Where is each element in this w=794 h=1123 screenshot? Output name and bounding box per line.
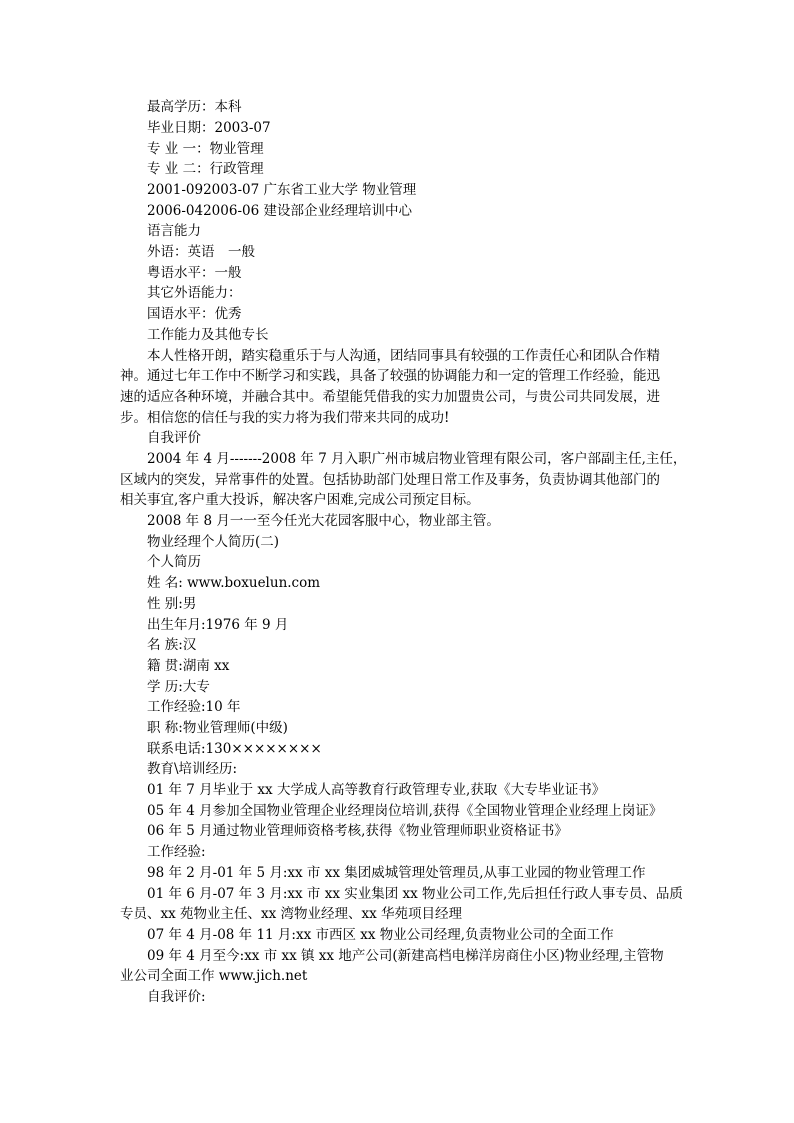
experience-field: 工作经验:10 年 xyxy=(147,699,241,715)
name-field: 姓 名: www.boxuelun.com xyxy=(147,575,321,591)
section-heading-work: 工作经验: xyxy=(147,844,206,860)
paragraph-line: 本人性格开朗，踏实稳重乐于与人沟通，团结同事具有较强的工作责任心和团队合作精 xyxy=(147,348,660,364)
paragraph-line: 2008 年 8 月一一至今任光大花园客服中心，物业部主管。 xyxy=(147,513,500,529)
list-item: 业公司全面工作 www.jich.net xyxy=(120,968,308,984)
phone-field: 联系电话:130×××××××× xyxy=(147,741,322,757)
list-item: 01 年 6 月-07 年 3 月:xx 市 xx 实业集团 xx 物业公司工作,先后担任行政人事专员、品质 xyxy=(147,886,683,902)
section-heading-language: 语言能力 xyxy=(147,223,201,239)
title-field: 职 称:物业管理师(中级) xyxy=(147,720,288,736)
education-entry-1: 2001-092003-07 广东省工业大学 物业管理 xyxy=(147,182,417,198)
list-item: 09 年 4 月至今:xx 市 xx 镇 xx 地产公司(新建高档电梯洋房商住小区)物业经理,主管物 xyxy=(147,948,664,964)
other-language: 其它外语能力： xyxy=(147,285,242,301)
paragraph-line: 速的适应各种环境，并融合其中。希望能凭借我的实力加盟贵公司，与贵公司共同发展，进 xyxy=(120,389,660,405)
list-item: 专员、xx 苑物业主任、xx 湾物业经理、xx 华苑项目经理 xyxy=(120,906,463,922)
major-one: 专 业 一：物业管理 xyxy=(147,141,264,157)
list-item: 07 年 4 月-08 年 11 月:xx 市西区 xx 物业公司经理,负责物业公司的全面工作 xyxy=(147,927,614,943)
section-heading-self-evaluation: 自我评价 xyxy=(147,430,201,446)
paragraph-line: 区域内的突发，异常事件的处置。包括协助部门处理日常工作及事务，负责协调其他部门的 xyxy=(120,472,660,488)
list-item: 01 年 7 月毕业于 xx 大学成人高等教育行政管理专业,获取《大专毕业证书》 xyxy=(147,782,606,798)
foreign-language: 外语：英语 一般 xyxy=(147,244,255,260)
list-item: 98 年 2 月-01 年 5 月:xx 市 xx 集团威城管理处管理员,从事工业园的物业管理工作 xyxy=(147,865,646,881)
cantonese-level: 粤语水平：一般 xyxy=(147,265,242,281)
paragraph-line: 神。通过七年工作中不断学习和实践，具备了较强的协调能力和一定的管理工作经验，能迅 xyxy=(120,368,660,384)
birth-date-field: 出生年月:1976 年 9 月 xyxy=(147,617,289,633)
mandarin-level: 国语水平：优秀 xyxy=(147,306,242,322)
major-two: 专 业 二：行政管理 xyxy=(147,161,264,177)
ethnicity-field: 名 族:汉 xyxy=(147,637,197,653)
education-entry-2: 2006-042006-06 建设部企业经理培训中心 xyxy=(147,203,412,219)
resume-title: 物业经理个人简历(二) xyxy=(147,534,280,550)
education-field: 学 历:大专 xyxy=(147,679,210,695)
highest-education: 最高学历：本科 xyxy=(147,99,242,115)
gender-field: 性 别:男 xyxy=(147,596,197,612)
section-heading-skills: 工作能力及其他专长 xyxy=(147,327,269,343)
graduation-date: 毕业日期：2003-07 xyxy=(147,120,271,136)
section-heading-self-evaluation-2: 自我评价: xyxy=(147,989,206,1005)
list-item: 05 年 4 月参加全国物业管理企业经理岗位培训,获得《全国物业管理企业经理上岗证》 xyxy=(147,803,663,819)
paragraph-line: 2004 年 4 月-------2008 年 7 月入职广州市城启物业管理有限公司，客户部副主任,主任， xyxy=(147,451,687,467)
paragraph-line: 步。相信您的信任与我的实力将为我们带来共同的成功! xyxy=(120,410,450,426)
paragraph-line: 相关事宜,客户重大投诉，解决客户困难,完成公司预定目标。 xyxy=(120,492,480,508)
list-item: 06 年 5 月通过物业管理师资格考核,获得《物业管理师职业资格证书》 xyxy=(147,823,568,839)
section-heading-personal: 个人简历 xyxy=(147,554,201,570)
native-place-field: 籍 贯:湖南 xx xyxy=(147,658,230,674)
section-heading-training: 教育\培训经历: xyxy=(147,761,238,777)
